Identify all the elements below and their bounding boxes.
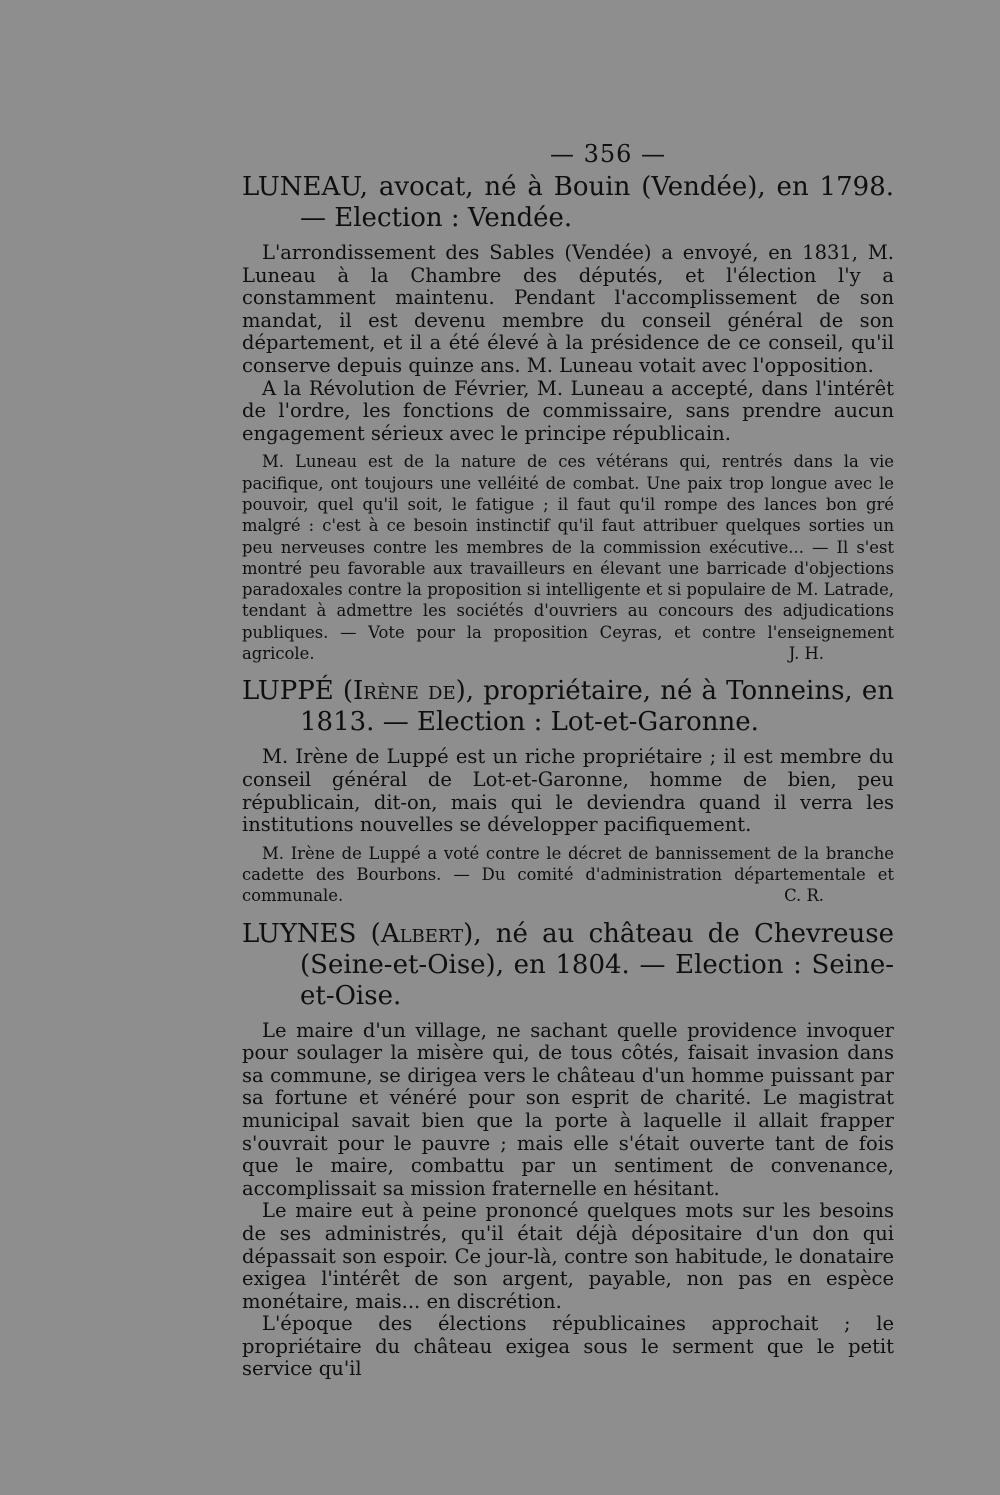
commentary-note [242, 843, 894, 907]
paragraph: L'arrondissement des Sables (Vendée) a envoyé, en 1831, M. Luneau à la Chambre des députés, et l'élection l'y a constamment maintenu. Pendant l'accomplissement de son mandat, il est devenu membre du conseil général de son département, et il a été élevé à la présidence de ce conseil, qu'il conserve depuis quinze ans. M. Luneau votait avec l'opposition. [242, 241, 894, 377]
author-signature: J. H. [788, 644, 824, 664]
note-text: M. Irène de Luppé a voté contre le décret de bannissement de la branche cadette des Bourbons. — Du comité d'administration départementale et communale. [242, 843, 894, 906]
paragraph: A la Révolution de Février, M. Luneau a accepté, dans l'intérêt de l'ordre, les fonctions de commissaire, sans prendre aucun engagement sérieux avec le principe républicain. [242, 376, 894, 445]
heading-text: ), né au château de Chevreuse (Seine-et-Oise), en 1804. — Election : Seine-et-Oise. [300, 918, 894, 1011]
heading-text: LUYNES ( [242, 918, 381, 949]
heading-forename: Irène de [353, 676, 456, 707]
heading-text: LUPPÉ ( [242, 676, 354, 707]
page-number: — 356 — [549, 140, 667, 168]
paragraph: L'époque des élections républicaines approchait ; le propriétaire du château exigea sous le serment que le petit service qu'il [242, 1312, 894, 1381]
paragraph: Le maire d'un village, ne sachant quelle providence invoquer pour soulager la misère qui, de tous côtés, faisait invasion dans sa commune, se dirigea vers le château d'un homme puissant par sa fortune et vénéré pour son esprit de charité. Le magistrat municipal savait bien que la porte à laquelle il allait frapper s'ouvrait pour le pauvre ; mais elle s'était ouverte tant de fois que le maire, combattu par un sentiment de convenance, accomplissait sa mission fraternelle en hésitant. [242, 1018, 894, 1200]
book-page [242, 140, 894, 1381]
heading-text: ), propriétaire, né à Tonneins, en 1813. — Election : Lot-et-Garonne. [300, 676, 894, 738]
paragraph: Le maire eut à peine prononcé quelques mots sur les besoins de ses administrés, qu'il était déjà dépositaire d'un don qui dépassait son espoir. Ce jour-là, contre son habitude, le donataire exigea l'intérêt de son argent, payable, non pas en espèce monétaire, mais... en discrétion. [242, 1199, 894, 1313]
entry-heading-luynes [242, 919, 894, 1012]
heading-forename: Albert [380, 918, 464, 949]
entry-heading-luppe [242, 676, 894, 738]
entry-heading-luneau [242, 172, 894, 234]
paragraph: M. Irène de Luppé est un riche propriétaire ; il est membre du conseil général de Lot-et-Garonne, homme de bien, peu républicain, dit-on, mais qui le deviendra quand il verra les institutions nouvelles se développer pacifiquement. [242, 745, 894, 837]
note-text: M. Luneau est de la nature de ces vétérans qui, rentrés dans la vie pacifique, ont toujours une velléité de combat. Une paix trop longue avec le pouvoir, quel qu'il soit, le fatigue ; il faut qu'il rompe des lances bon gré malgré : c'est à ce besoin instinctif qu'il faut attribuer quelques sorties un peu nerveuses contre les membres de la commission exécutive... — Il s'est montré peu favorable aux travailleurs en élevant une barricade d'objections paradoxales contre la proposition si intelligente et si populaire de M. Latrade, tendant à admettre les sociétés d'ouvriers au concours des adjudications publiques. — Vote pour la proposition Ceyras, et contre l'enseignement agricole. [242, 452, 894, 664]
author-signature: C. R. [784, 886, 824, 906]
commentary-note [242, 451, 894, 664]
heading-text: LUNEAU, avocat, né à Bouin (Vendée), en 1798. — Election : Vendée. [242, 172, 894, 233]
